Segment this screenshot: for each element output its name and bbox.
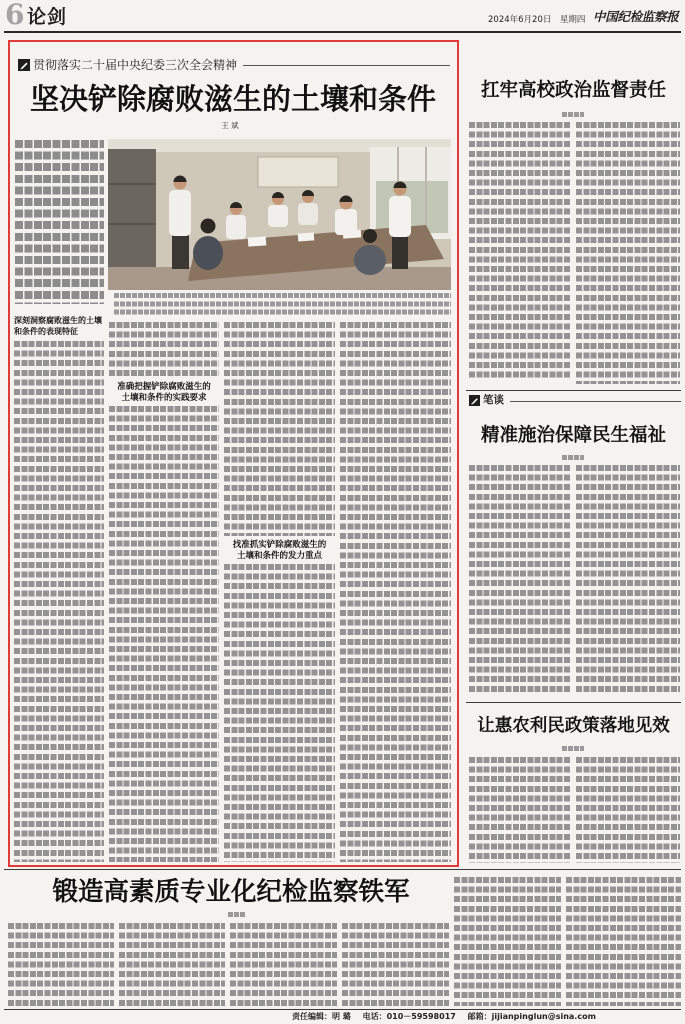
body-text-column (576, 465, 680, 692)
subheading-line: 准确把握铲除腐败滋生的 (117, 382, 211, 392)
page-number: 6 (5, 0, 25, 31)
body-text-column (340, 322, 451, 862)
bottom-article-byline (228, 912, 246, 919)
header-rule (4, 31, 681, 33)
subheading-1 (14, 315, 104, 337)
bitan-byline-1 (562, 455, 584, 462)
section-title: 论剑 (27, 6, 68, 28)
subheading-line: 深刻洞察腐败滋生的土壤 (14, 316, 102, 325)
footer-credits (292, 1011, 596, 1022)
issue-date: 2024年6月20日 星期四 (488, 15, 586, 25)
meeting-photo (108, 139, 451, 290)
body-text-column (109, 322, 219, 379)
body-text-column (342, 923, 449, 1006)
bitan-byline-2 (562, 746, 584, 753)
right-article-headline: 扛牢高校政治监督责任 (480, 80, 666, 101)
photo-caption (114, 293, 451, 318)
body-text-column (8, 923, 114, 1006)
subheading-line: 土壤和条件的实践要求 (121, 393, 207, 403)
subheading-3 (224, 540, 335, 562)
body-text-column (469, 465, 570, 692)
footer-editor: 责任编辑：明 璐 (292, 1012, 351, 1021)
section-divider (466, 390, 681, 391)
bitan-headline-2: 让惠农利民政策落地见效 (477, 716, 670, 736)
body-text-column (469, 122, 570, 378)
subheading-2 (109, 382, 219, 404)
column-label: 笔谈 (483, 394, 504, 406)
body-text-column (576, 122, 680, 384)
body-text-column (469, 757, 570, 863)
main-byline: 王 斌 (221, 121, 239, 130)
body-text-column (224, 322, 335, 536)
bottom-article-headline: 锻造高素质专业化纪检监察铁军 (52, 877, 410, 907)
main-headline: 坚决铲除腐败滋生的土壤和条件 (29, 82, 436, 116)
body-text-column (224, 564, 335, 862)
subheading-line: 土壤和条件的发力重点 (236, 551, 322, 561)
body-text-column (119, 923, 225, 1006)
pen-icon (469, 395, 480, 406)
right-article-byline (562, 112, 584, 119)
section-divider (466, 702, 681, 703)
footer-email: 邮箱：jijianpinglun@sina.com (467, 1012, 596, 1021)
subheading-line: 和条件的表现特征 (14, 327, 78, 336)
kicker-rule (243, 65, 450, 66)
body-text-column (109, 406, 219, 862)
pen-icon (18, 59, 30, 71)
footer-phone: 电话：010－59598017 (362, 1012, 456, 1021)
masthead-logo: 中国纪检监察报 (593, 9, 679, 24)
column-label-rule (510, 401, 681, 402)
body-text-column (576, 757, 680, 863)
intro-paragraph (15, 140, 104, 304)
footer-rule (4, 1009, 681, 1010)
bitan-headline-1: 精准施治保障民生福祉 (480, 425, 666, 446)
column-kicker: 贯彻落实二十届中央纪委三次全会精神 (33, 58, 238, 72)
body-text-column (14, 341, 104, 862)
section-divider (4, 869, 681, 870)
body-text-column (230, 923, 337, 1006)
subheading-line: 找准抓实铲除腐败滋生的 (232, 540, 327, 550)
body-text-column (454, 877, 561, 1006)
body-text-column (566, 877, 681, 1006)
